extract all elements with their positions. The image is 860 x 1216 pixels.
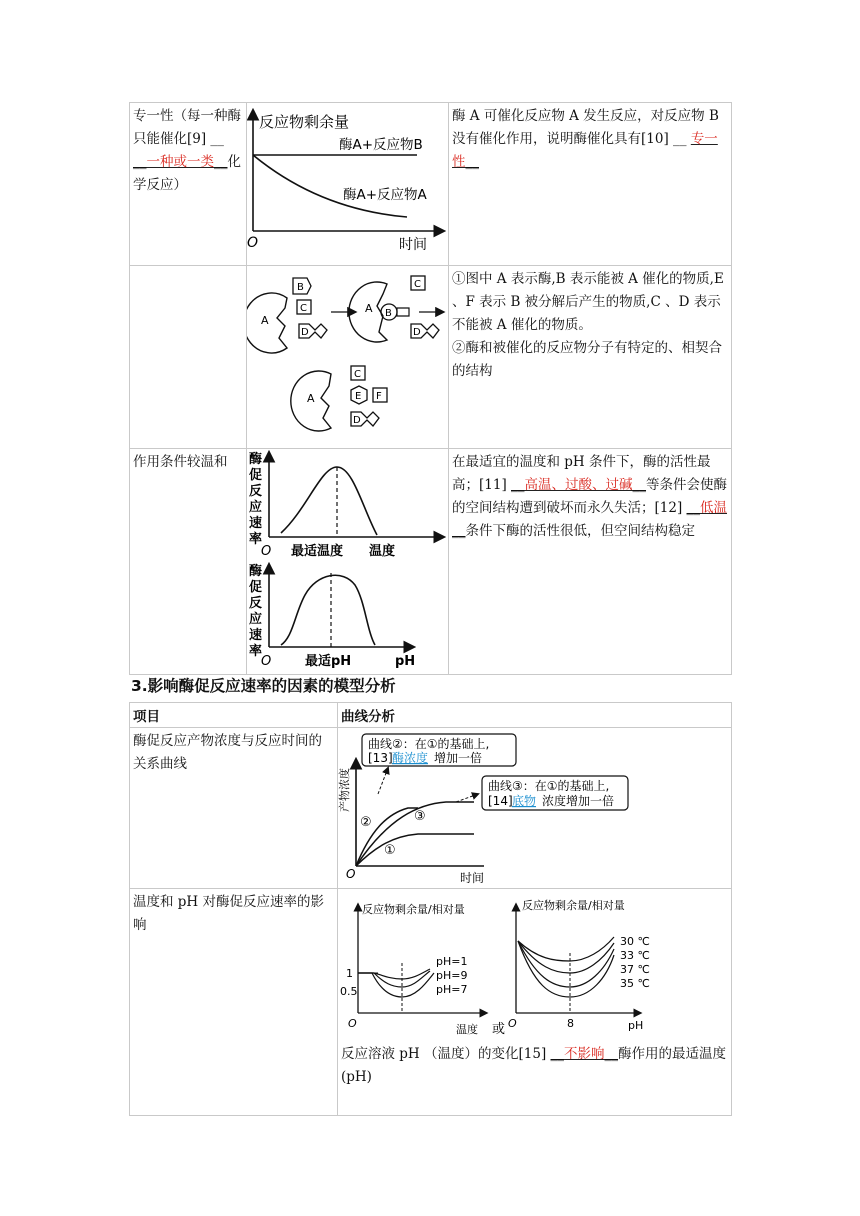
label-b: B xyxy=(297,282,304,293)
series-ph-1: pH=1 xyxy=(436,955,468,968)
callout-3-num: [14] xyxy=(488,794,513,808)
callout-3-rest: 浓度增加一倍 xyxy=(542,794,615,808)
answer-13: 酶浓度 xyxy=(392,751,429,765)
temperature-rate-chart xyxy=(247,449,447,561)
specificity-explanation: 酶 A 可催化反应物 A 发生反应，对反应物 B 没有催化作用，说明酶催化具有[10] __ 专一性__ xyxy=(452,108,719,170)
temp-ph-chart-cell xyxy=(338,889,732,1116)
label-enzyme-a-substrate-a: 酶A+反应物A xyxy=(343,187,427,203)
series-ph-7: pH=7 xyxy=(436,983,468,996)
answer-15: 不影响 xyxy=(564,1046,605,1062)
answer-9: 一种或一类 xyxy=(146,154,214,170)
callout-3-line1: 曲线③：在①的基础上, xyxy=(488,779,610,793)
label-d-3: D xyxy=(353,415,361,426)
residual-substrate-chart xyxy=(247,103,447,261)
label-d-2: D xyxy=(413,327,421,338)
label-a-free: A xyxy=(307,392,315,405)
lock-key-diagram xyxy=(247,266,447,444)
label-d: D xyxy=(301,327,309,338)
specificity-cell xyxy=(130,103,247,266)
ph-rate-chart xyxy=(247,561,447,671)
series-37c: 37 ℃ xyxy=(620,963,650,976)
specificity-explanation-cell xyxy=(449,103,732,266)
ph-curve xyxy=(281,575,375,645)
svg-text:应: 应 xyxy=(249,500,263,515)
label-a: A xyxy=(261,314,269,327)
x-axis-label: 时间 xyxy=(399,237,427,253)
lock-key-note-1: ①图中 A 表示酶,B 表示能被 A 催化的物质,E 、F 表示 B 被分解后产生的物质,C 、D 表示不能被 A 催化的物质。 xyxy=(452,271,724,333)
product-time-chart-cell xyxy=(338,728,732,889)
series-33c: 33 ℃ xyxy=(620,949,650,962)
y-label-2 xyxy=(249,563,262,659)
callout-2-line1: 曲线②：在①的基础上, xyxy=(368,737,490,751)
temp-ph-cell xyxy=(130,889,338,1116)
series-ph-9: pH=9 xyxy=(436,969,468,982)
substrate-b-tail xyxy=(397,308,409,316)
empty-cell xyxy=(130,266,247,449)
temp-ph-charts xyxy=(338,889,730,1039)
origin-label: O xyxy=(247,235,259,251)
label-c-3: C xyxy=(354,369,361,380)
factor-analysis-table xyxy=(129,702,732,1116)
x-label-3: 时间 xyxy=(460,871,485,884)
svg-text:应: 应 xyxy=(249,612,263,627)
y-axis-label: 反应物剩余量 xyxy=(259,113,350,131)
curve-enzyme-a-substrate-a xyxy=(253,155,407,217)
mild-conditions-text: 作用条件较温和 xyxy=(133,454,228,470)
mild-conditions-cell xyxy=(130,449,247,675)
curve-2-label: ② xyxy=(360,815,372,830)
svg-text:反: 反 xyxy=(249,484,263,499)
answer-14: 底物 xyxy=(512,794,537,808)
temp-ph-note: 反应溶液 pH （温度）的变化[15] __不影响__酶作用的最适温度(pH) xyxy=(341,1046,727,1085)
product-time-text: 酶促反应产物浓度与反应时间的关系曲线 xyxy=(133,733,322,772)
x-label-end-1: 温度 xyxy=(369,544,396,559)
curve-1-label: ① xyxy=(384,843,396,858)
temperature-curve xyxy=(281,467,377,535)
curve-37c xyxy=(518,941,614,987)
chart-a-ylabel: 反应物剩余量/相对量 xyxy=(362,903,465,916)
product-time-cell xyxy=(130,728,338,889)
answer-11: 高温、过酸、过碱 xyxy=(524,477,633,493)
svg-text:酶: 酶 xyxy=(249,564,263,579)
svg-text:促: 促 xyxy=(249,580,263,595)
chart-a-xlabel: 温度 xyxy=(456,1023,478,1036)
svg-text:促: 促 xyxy=(249,468,263,483)
enzyme-properties-table xyxy=(129,102,732,675)
curve-3-label: ③ xyxy=(414,809,426,824)
chart-b-xtick: 8 xyxy=(567,1017,574,1030)
header-curve-cell xyxy=(338,703,732,728)
svg-text:速: 速 xyxy=(249,516,263,531)
temp-ph-text: 温度和 pH 对酶促反应速率的影响 xyxy=(133,894,324,933)
label-f: F xyxy=(376,391,382,402)
curve-1 xyxy=(356,834,474,866)
header-curve: 曲线分析 xyxy=(341,709,395,725)
chart-b-origin: O xyxy=(508,1017,517,1030)
svg-text:酶: 酶 xyxy=(249,452,263,467)
x-label-mid-2: 最适pH xyxy=(305,654,352,669)
callout-3-pointer xyxy=(456,794,478,802)
label-a-bound: A xyxy=(365,302,373,315)
label-enzyme-a-substrate-b: 酶A+反应物B xyxy=(339,137,423,153)
label-c-2: C xyxy=(414,279,421,290)
svg-text:反: 反 xyxy=(249,596,263,611)
chart-a-tick-1: 1 xyxy=(346,967,353,980)
label-e: E xyxy=(355,391,362,402)
lock-key-note-2: ②酶和被催化的反应物分子有特定的、相契合的结构 xyxy=(452,340,722,379)
series-30c: 30 ℃ xyxy=(620,935,650,948)
curve-35c xyxy=(518,941,614,997)
chart-a-tick-05: 0.5 xyxy=(340,985,358,998)
lock-key-diagram-cell xyxy=(247,266,449,449)
chart-b-xlabel: pH xyxy=(628,1019,644,1032)
series-35c: 35 ℃ xyxy=(620,977,650,990)
x-label-mid-1: 最适温度 xyxy=(291,544,344,559)
curve-33c xyxy=(518,941,614,973)
or-text: 或 xyxy=(492,1022,506,1037)
specificity-chart-cell xyxy=(247,103,449,266)
label-c: C xyxy=(300,303,307,314)
chart-a-origin: O xyxy=(348,1017,357,1030)
answer-12: 低温 xyxy=(700,500,728,516)
callout-2-pointer xyxy=(378,768,388,794)
specificity-text: 专一性（每一种酶只能催化[9] __ __一种或一类__化学反应） xyxy=(133,108,241,193)
conditions-explanation-cell xyxy=(449,449,732,675)
conditions-chart-cell xyxy=(247,449,449,675)
label-b-bound: B xyxy=(385,308,392,319)
svg-text:速: 速 xyxy=(249,628,263,643)
header-item: 项目 xyxy=(133,709,160,725)
x-label-end-2: pH xyxy=(395,654,416,669)
conditions-explanation: 在最适宜的温度和 pH 条件下，酶的活性最高；[11] __高温、过酸、过碱__等条件会使酶的空间结构遭到破坏而永久失活；[12] __低温__条件下酶的活性很低，但空间结构稳定 xyxy=(452,454,728,539)
answer-10: 专一性 xyxy=(452,131,718,170)
header-item-cell xyxy=(130,703,338,728)
callout-2-rest: 增加一倍 xyxy=(434,751,483,765)
lock-key-explanation-cell xyxy=(449,266,732,449)
y-label-3: 产物浓度 xyxy=(338,768,351,812)
svg-text:率: 率 xyxy=(249,644,263,659)
curve-ph-1 xyxy=(358,969,430,979)
svg-text:率: 率 xyxy=(249,532,263,547)
callout-2-num: [13] xyxy=(368,751,393,765)
y-label-1 xyxy=(249,451,262,547)
origin-2: O xyxy=(261,654,272,669)
origin-1: O xyxy=(261,544,272,559)
origin-3: O xyxy=(346,867,356,881)
product-time-chart xyxy=(338,728,730,884)
chart-b-ylabel: 反应物剩余量/相对量 xyxy=(522,899,625,912)
section-heading: 3.影响酶促反应速率的因素的模型分析 xyxy=(131,677,396,695)
